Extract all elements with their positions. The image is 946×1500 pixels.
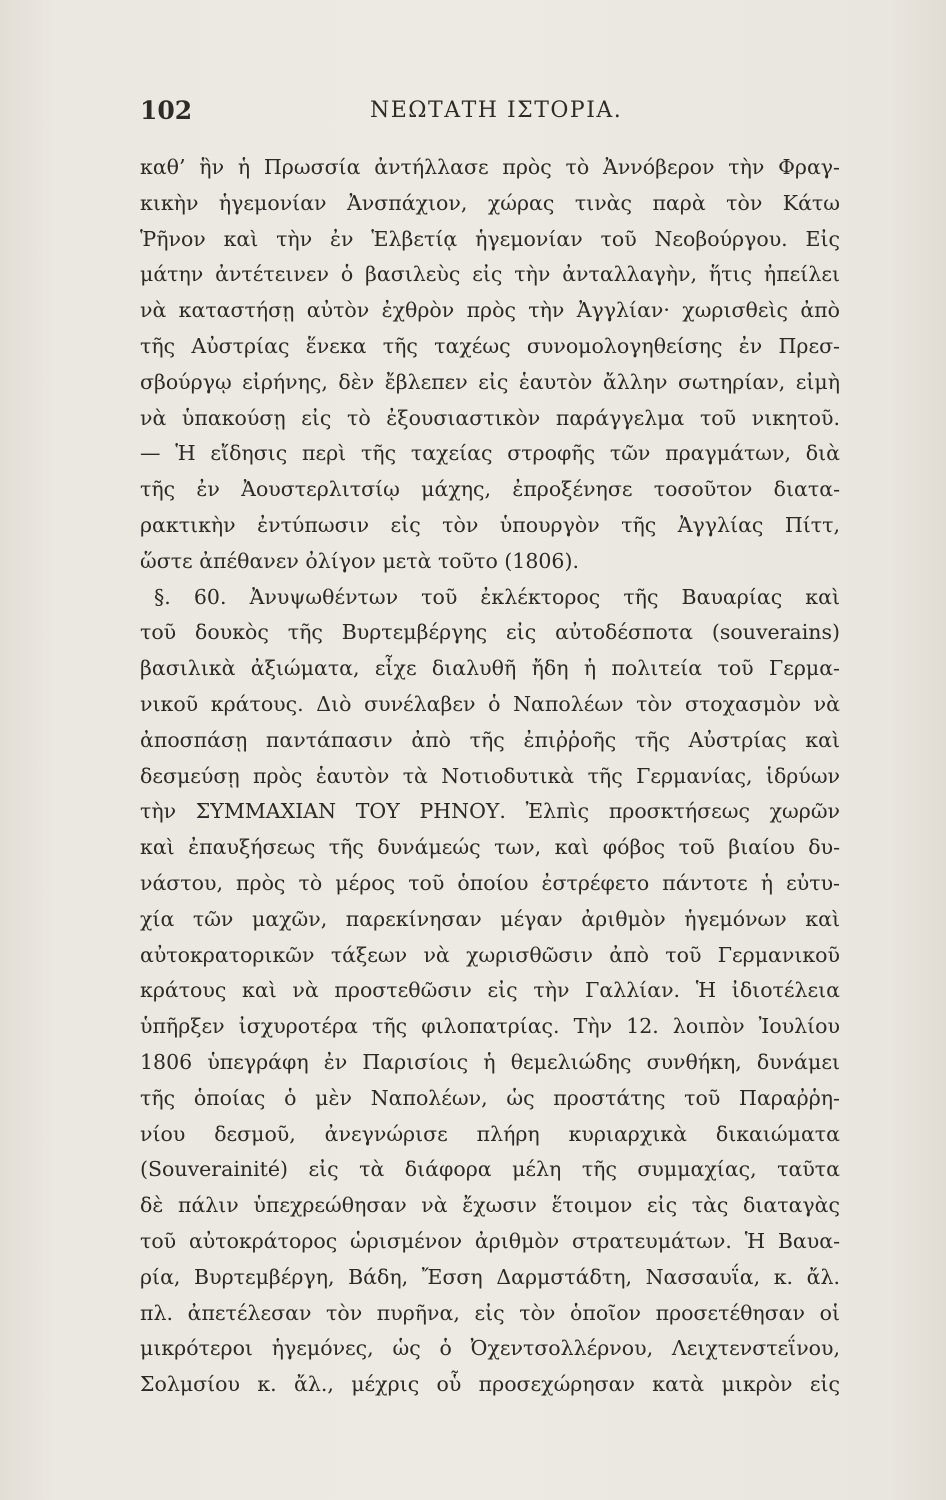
text-line: νάστου, πρὸς τὸ μέρος τοῦ ὁποίου ἐστρέφετο πάντοτε ἡ εὐτυ-: [140, 870, 840, 895]
text-line: αὐτοκρατορικῶν τάξεων νὰ χωρισθῶσιν ἀπὸ τοῦ Γερμανικοῦ: [140, 942, 840, 967]
text-line: ρία, Βυρτεμβέργη, Βάδη, Ἔσση Δαρμστάδτη, Νασσαυΐα, κ. ἄλ.: [140, 1264, 840, 1289]
text-line: (Souverainité) εἰς τὰ διάφορα μέλη τῆς συμμαχίας, ταῦτα: [140, 1157, 840, 1182]
section-heading-line: §. 60. Ἀνυψωθέντων τοῦ ἐκλέκτορος τῆς Βαυαρίας καὶ: [154, 584, 840, 609]
text-line: πλ. ἀπετέλεσαν τὸν πυρῆνα, εἰς τὸν ὁποῖον προσετέθησαν οἱ: [140, 1300, 840, 1325]
text-line: σβούργῳ εἰρήνης, δὲν ἔβλεπεν εἰς ἑαυτὸν ἄλλην σωτηρίαν, εἰμὴ: [140, 369, 840, 394]
page-header: [140, 96, 840, 130]
text-line: τῆς ἐν Ἀουστερλιτσίῳ μάχης, ἐπροξένησε τοσοῦτον διατα-: [140, 477, 840, 502]
text-line: καὶ ἐπαυξήσεως τῆς δυνάμεώς των, καὶ φόβος τοῦ βιαίου δυ-: [140, 835, 840, 860]
page-number: 102: [140, 96, 193, 125]
text-line: μικρότεροι ἡγεμόνες, ὡς ὁ Ὀχεντσολλέρνου, Λειχτενστεΐνου,: [140, 1336, 840, 1361]
text-line: κράτους καὶ νὰ προστεθῶσιν εἰς τὴν Γαλλίαν. Ἡ ἰδιοτέλεια: [140, 978, 840, 1003]
text-line: τοῦ δουκὸς τῆς Βυρτεμβέργης εἰς αὐτοδέσποτα (souverains): [140, 620, 840, 645]
text-line: νίου δεσμοῦ, ἀνεγνώρισε πλήρη κυριαρχικὰ δικαιώματα: [140, 1121, 840, 1146]
running-head: ΝΕΩΤΑΤΗ ΙΣΤΟΡΙΑ.: [370, 98, 623, 123]
text-line: βασιλικὰ ἀξιώματα, εἶχε διαλυθῆ ἤδη ἡ πολιτεία τοῦ Γερμα-: [140, 656, 840, 681]
text-line: νὰ καταστήσῃ αὐτὸν ἐχθρὸν πρὸς τὴν Ἀγγλίαν· χωρισθεὶς ἀπὸ: [140, 298, 840, 323]
text-line: τῆς Αὐστρίας ἕνεκα τῆς ταχέως συνομολογηθείσης ἐν Πρεσ-: [140, 333, 840, 358]
text-line: νικοῦ κράτους. Διὸ συνέλαβεν ὁ Ναπολέων τὸν στοχασμὸν νὰ: [140, 691, 840, 716]
text-line: δὲ πάλιν ὑπεχρεώθησαν νὰ ἔχωσιν ἕτοιμον εἰς τὰς διαταγὰς: [140, 1193, 840, 1218]
text-line: — Ἡ εἴδησις περὶ τῆς ταχείας στροφῆς τῶν πραγμάτων, διὰ: [140, 441, 840, 466]
text-line: ὑπῆρξεν ἰσχυροτέρα τῆς φιλοπατρίας. Τὴν 12. λοιπὸν Ἰουλίου: [140, 1014, 840, 1039]
text-line: νὰ ὑπακούσῃ εἰς τὸ ἐξουσιαστικὸν παράγγελμα τοῦ νικητοῦ.: [140, 405, 840, 430]
text-line: τῆς ὁποίας ὁ μὲν Ναπολέων, ὡς προστάτης τοῦ Παραῤῥη-: [140, 1085, 840, 1110]
body-text: [140, 150, 840, 1403]
text-line: ἀποσπάσῃ παντάπασιν ἀπὸ τῆς ἐπιῤῥοῆς τῆς Αὐστρίας καὶ: [140, 727, 840, 752]
text-line: Σολμσίου κ. ἄλ., μέχρις οὗ προσεχώρησαν κατὰ μικρὸν εἰς: [140, 1372, 840, 1397]
text-line: τὴν ΣΥΜΜΑΧΙΑΝ ΤΟΥ ΡΗΝΟΥ. Ἐλπὶς προσκτήσεως χωρῶν: [140, 799, 840, 824]
text-line: χία τῶν μαχῶν, παρεκίνησαν μέγαν ἀριθμὸν ἡγεμόνων καὶ: [140, 906, 840, 931]
text-line: μάτην ἀντέτεινεν ὁ βασιλεὺς εἰς τὴν ἀνταλλαγὴν, ἥτις ἠπείλει: [140, 262, 840, 287]
text-line: δεσμεύσῃ πρὸς ἑαυτὸν τὰ Νοτιοδυτικὰ τῆς Γερμανίας, ἱδρύων: [140, 763, 840, 788]
text-line: ρακτικὴν ἐντύπωσιν εἰς τὸν ὑπουργὸν τῆς Ἀγγλίας Πίττ,: [140, 512, 840, 537]
text-line: τοῦ αὐτοκράτορος ὡρισμένον ἀριθμὸν στρατευμάτων. Ἡ Βαυα-: [140, 1228, 840, 1253]
text-line: κικὴν ἡγεμονίαν Ἀνσπάχιον, χώρας τινὰς παρὰ τὸν Κάτω: [140, 190, 840, 215]
text-line: Ῥῆνον καὶ τὴν ἐν Ἑλβετίᾳ ἡγεμονίαν τοῦ Νεοβούργου. Εἰς: [140, 226, 840, 251]
text-line: καθ’ ἣν ἡ Πρωσσία ἀντήλλασε πρὸς τὸ Ἀννόβερον τὴν Φραγ-: [140, 155, 840, 179]
text-line: ὥστε ἀπέθανεν ὀλίγον μετὰ τοῦτο (1806).: [140, 548, 579, 573]
text-line: 1806 ὑπεγράφη ἐν Παρισίοις ἡ θεμελιώδης συνθήκη, δυνάμει: [140, 1049, 840, 1074]
